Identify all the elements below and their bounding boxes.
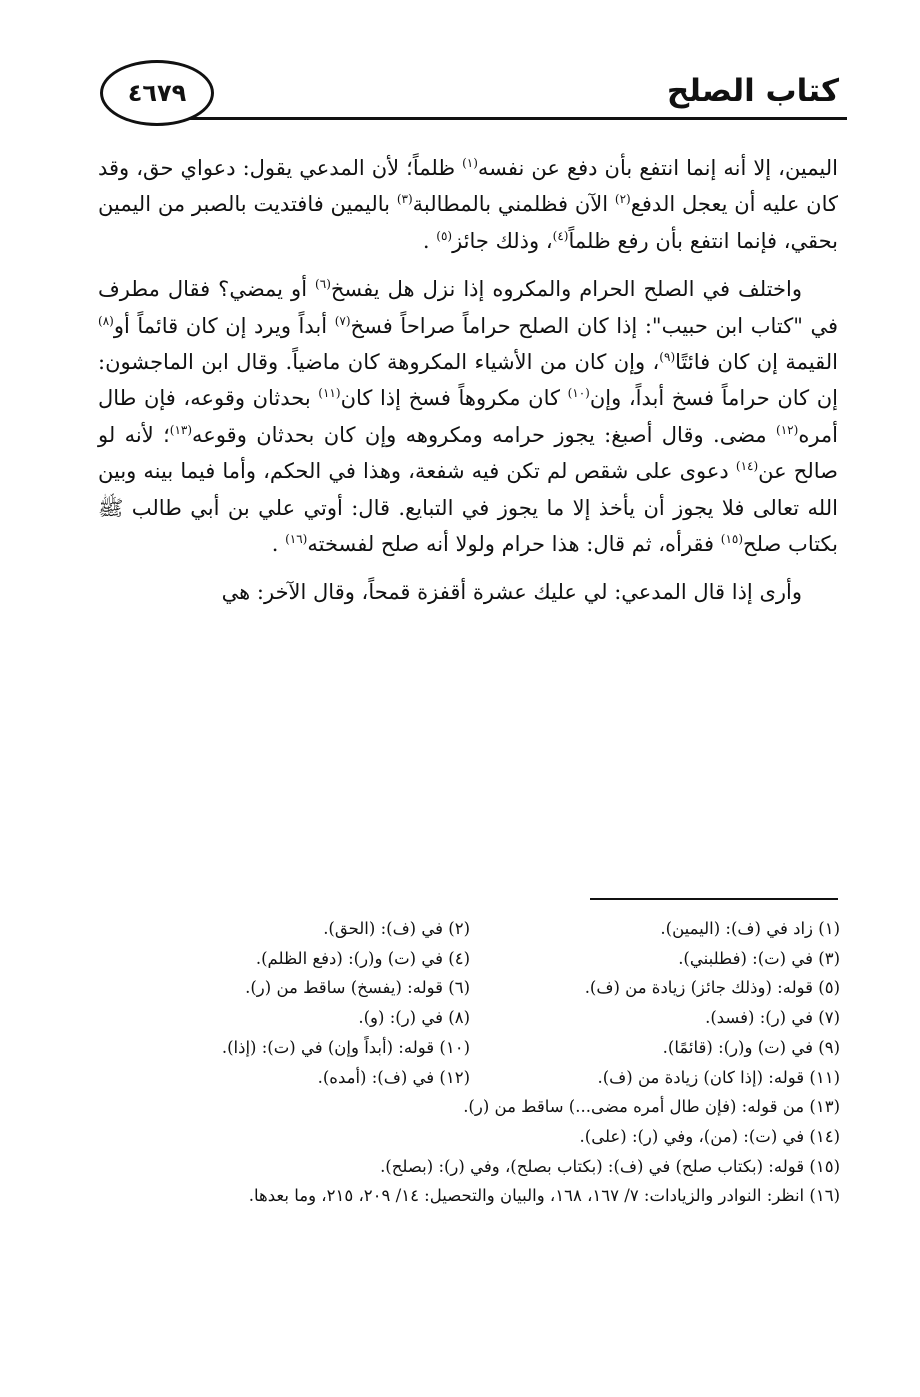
footnote-ref: (١٦)	[285, 532, 308, 547]
footnote-row	[100, 973, 840, 1003]
footnote-ref: (٨)	[98, 313, 114, 328]
footnote-12: (١٢) في (ف): (أمده).	[317, 1067, 470, 1087]
footnote-9: (٩) في (ت) و(ر): (قائمًا).	[662, 1037, 840, 1057]
footnote-ref: (٧)	[334, 313, 351, 328]
main-text	[98, 150, 838, 623]
footnote-row	[100, 1003, 840, 1033]
book-title: كتاب الصلح	[666, 73, 839, 109]
footnote-ref: (٦)	[315, 277, 331, 292]
footnote-ref: (٥)	[436, 228, 453, 243]
footnote-10: (١٠) قوله: (أبداً وإن) في (ت): (إذا).	[221, 1037, 470, 1057]
footnote-ref: (١٥)	[720, 532, 744, 547]
footnote-ref: (٣)	[396, 192, 413, 207]
footnote-ref: (٩)	[659, 350, 676, 365]
paragraph-1: اليمين، إلا أنه إنما انتفع بأن دفع عن نفسه$^{(١)}$ ظلماً؛ لأن المدعي يقول: دعواي حق، وقد كان عليه أن يعجل الدفع$^{(٢)}$ الآن فظلمني بالمطالبة$^{(٣)}$ باليمين فافتديت بالصبر من اليمين بحقي، فإنما انتفع بأن رفع ظلماً$^{(٤)}$، وذلك جائز$^{(٥)}$ .	[98, 156, 838, 253]
footnote-6: (٦) قوله: (يفسخ) ساقط من (ر).	[245, 978, 470, 998]
page-number-badge	[100, 60, 214, 126]
page-header	[92, 55, 847, 135]
footnote-ref: (٤)	[552, 228, 569, 243]
paragraph-2: واختلف في الصلح الحرام والمكروه إذا نزل هل يفسخ$^{(٦)}$ أو يمضي؟ فقال مطرف في "كتاب ابن حبيب": إذا كان الصلح حراماً صراحاً فسخ$^{(٧)}$ أبداً ويرد إن كان قائماً أو$^{(٨)}$ القيمة إن كان فائتًا$^{(٩)}$، وإن كان من الأشياء المكروهة كان ماضياً. وقال ابن الماجشون: إن كان حراماً فسخ أبداً، وإن$^{(١٠)}$ كان مكروهاً فسخ إذا كان$^{(١١)}$ بحدثان وقوعه، فإن طال أمره$^{(١٢)}$ مضى. وقال أصبغ: يجوز حرامه ومكروهه وإن كان بحدثان وقوعه$^{(١٣)}$؛ لأنه لو صالح عن$^{(١٤)}$ دعوى على شقص لم تكن فيه شفعة، وهذا في الحكم، وأما فيما بينه وبين الله تعالى فلا يجوز أن يأخذ إلا ما يجوز في التبايع. قال: أوتي علي بن أبي طالب ﷺ بكتاب صلح$^{(١٥)}$ فقرأه، ثم قال: هذا حرام ولولا أنه صلح لفسخته$^{(١٦)}$ .	[98, 277, 838, 557]
footnote-ref: (١١)	[318, 386, 341, 401]
footnote-row	[100, 1033, 840, 1063]
footnote-11: (١١) قوله: (إذا كان) زيادة من (ف).	[597, 1067, 840, 1087]
header-rule	[152, 117, 847, 120]
footnote-row	[100, 1063, 840, 1093]
footnote-3: (٣) في (ت): (فطلبني).	[678, 948, 840, 968]
footnote-7: (٧) في (ر): (فسد).	[705, 1008, 840, 1028]
footnote-1: (١) زاد في (ف): (اليمين).	[660, 919, 840, 938]
footnote-14: (١٤) في (ت): (من)، وفي (ر): (على).	[579, 1126, 840, 1146]
footnote-ref: (١٤)	[735, 459, 759, 474]
footnote-ref: (١٣)	[169, 422, 193, 437]
footnote-row	[100, 944, 840, 974]
footnote-8: (٨) في (ر): (و).	[358, 1008, 470, 1028]
footnote-5: (٥) قوله: (وذلك جائز) زيادة من (ف).	[584, 978, 840, 998]
footnote-15: (١٥) قوله: (بكتاب صلح) في (ف): (بكتاب بصلح)، وفي (ر): (بصلح).	[380, 1156, 840, 1176]
page-number: ٤٦٧٩	[127, 79, 187, 107]
footnotes	[100, 914, 840, 1211]
footnote-4: (٤) في (ت) و(ر): (دفع الظلم).	[255, 948, 470, 968]
footnote-ref: (١)	[462, 156, 478, 170]
paragraph-3: وأرى إذا قال المدعي: لي عليك عشرة أقفزة قمحاً، وقال الآخر: هي	[221, 580, 802, 605]
footnote-ref: (١٠)	[567, 386, 590, 401]
footnote-separator	[590, 898, 838, 900]
footnote-ref: (٢)	[614, 192, 631, 207]
footnote-2: (٢) في (ف): (الحق).	[323, 919, 470, 938]
footnote-16: (١٦) انظر: النوادر والزيادات: ٧/ ١٦٧، ١٦٨، والبيان والتحصيل: ١٤/ ٢٠٩، ٢١٥، وما بعدها.	[248, 1186, 840, 1206]
footnote-row	[100, 914, 840, 944]
footnote-ref: (١٢)	[776, 422, 799, 437]
footnote-13: (١٣) من قوله: (فإن طال أمره مضى...) ساقط من (ر).	[463, 1097, 840, 1117]
